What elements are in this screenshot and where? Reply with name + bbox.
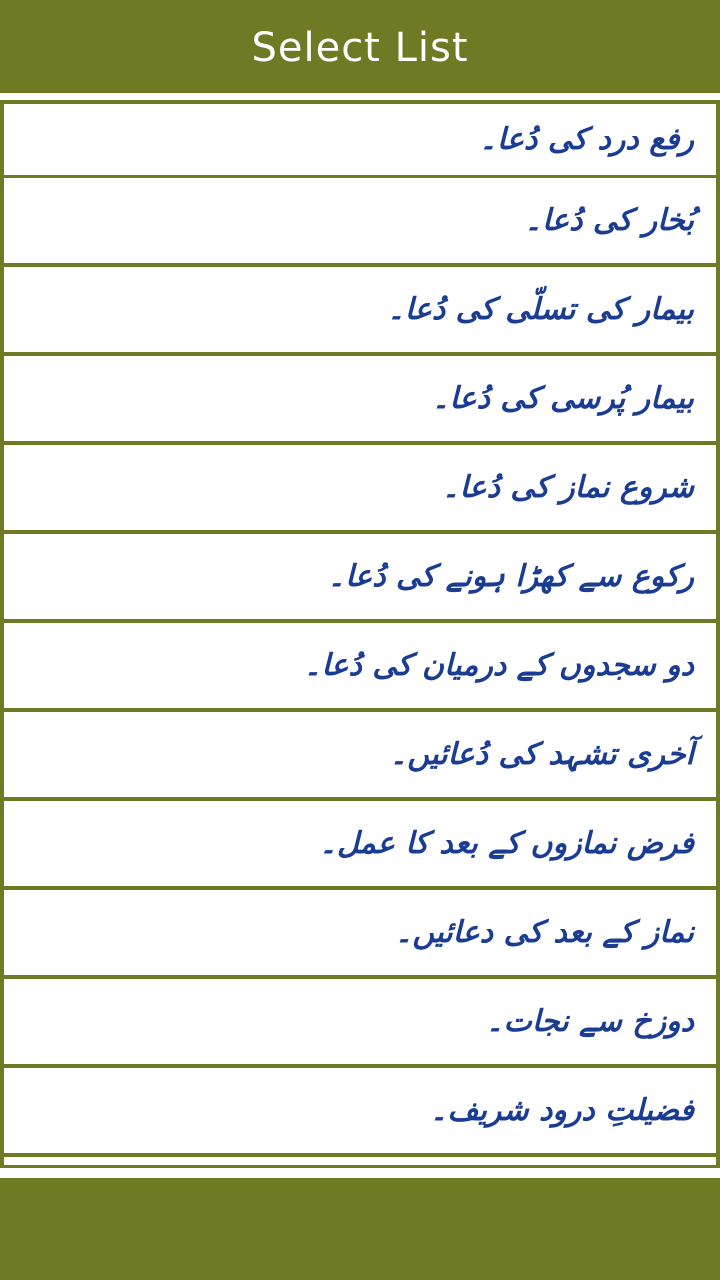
list-item-partial xyxy=(4,1157,716,1165)
list-item-6[interactable] xyxy=(4,534,716,619)
list-item-7[interactable] xyxy=(4,623,716,708)
list-item-1[interactable] xyxy=(4,104,716,175)
list-item-label: شروع نماز کی دُعا۔ xyxy=(442,469,694,505)
list-item-5[interactable] xyxy=(4,445,716,530)
list-item-2[interactable] xyxy=(4,178,716,263)
page-title: Select List xyxy=(251,24,469,71)
list-item-label: نماز کے بعد کی دعائیں۔ xyxy=(394,914,694,950)
list-item-12[interactable] xyxy=(4,1068,716,1153)
list-item-label: فرض نمازوں کے بعد کا عمل۔ xyxy=(319,825,694,861)
list-item-3[interactable] xyxy=(4,267,716,352)
list-item-10[interactable] xyxy=(4,890,716,975)
list-item-9[interactable] xyxy=(4,801,716,886)
list-item-8[interactable] xyxy=(4,712,716,797)
list-item-label: دو سجدوں کے درمیان کی دُعا۔ xyxy=(303,647,694,683)
list-item-label: بیمار پُرسی کی دُعا۔ xyxy=(431,380,694,416)
list-item-label: دوزخ سے نجات۔ xyxy=(486,1003,694,1039)
app-header xyxy=(0,0,720,93)
list-item-4[interactable] xyxy=(4,356,716,441)
list-item-label: بُخار کی دُعا۔ xyxy=(524,202,694,238)
footer-bar xyxy=(0,1178,720,1280)
list-item-label: رفع درد کی دُعا۔ xyxy=(479,121,694,157)
list-item-label: رکوع سے کھڑا ہونے کی دُعا۔ xyxy=(327,558,694,594)
list-item-11[interactable] xyxy=(4,979,716,1064)
list-item-label: فضیلتِ درود شریف۔ xyxy=(429,1092,694,1128)
dua-list[interactable] xyxy=(0,100,720,1168)
list-item-label: آخری تشہد کی دُعائیں۔ xyxy=(389,736,694,772)
list-item-label: بیمار کی تسلّی کی دُعا۔ xyxy=(387,291,694,327)
